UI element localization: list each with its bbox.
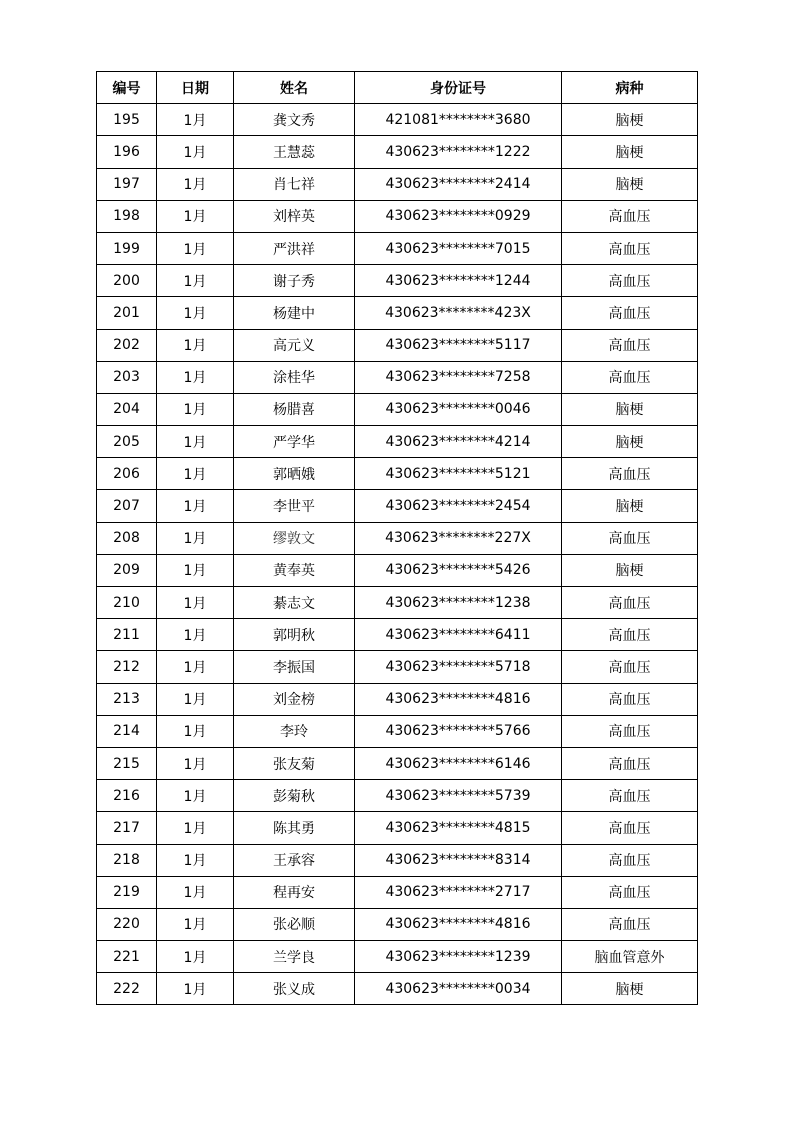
cell-date: 1月 xyxy=(157,297,234,329)
table-row xyxy=(97,587,698,619)
header-id: 编号 xyxy=(97,72,157,104)
cell-name: 王承容 xyxy=(234,844,355,876)
table-row xyxy=(97,104,698,136)
cell-name: 陈其勇 xyxy=(234,812,355,844)
cell-id-number: 430623********1244 xyxy=(355,265,562,297)
cell-disease: 高血压 xyxy=(562,651,698,683)
cell-id-number: 430623********5426 xyxy=(355,554,562,586)
cell-name: 李玲 xyxy=(234,715,355,747)
table-row xyxy=(97,876,698,908)
cell-date: 1月 xyxy=(157,587,234,619)
cell-id: 203 xyxy=(97,361,157,393)
cell-id-number: 430623********0929 xyxy=(355,200,562,232)
cell-id: 197 xyxy=(97,168,157,200)
cell-disease: 脑梗 xyxy=(562,554,698,586)
cell-disease: 脑梗 xyxy=(562,168,698,200)
cell-id-number: 421081********3680 xyxy=(355,104,562,136)
cell-disease: 高血压 xyxy=(562,329,698,361)
cell-date: 1月 xyxy=(157,747,234,779)
table-row xyxy=(97,490,698,522)
cell-id: 217 xyxy=(97,812,157,844)
cell-id-number: 430623********6411 xyxy=(355,619,562,651)
cell-disease: 高血压 xyxy=(562,587,698,619)
cell-name: 郭晒娥 xyxy=(234,458,355,490)
cell-name: 黄奉英 xyxy=(234,554,355,586)
table-row xyxy=(97,265,698,297)
cell-date: 1月 xyxy=(157,651,234,683)
cell-date: 1月 xyxy=(157,941,234,973)
cell-id: 219 xyxy=(97,876,157,908)
cell-disease: 高血压 xyxy=(562,747,698,779)
cell-id-number: 430623********5718 xyxy=(355,651,562,683)
cell-date: 1月 xyxy=(157,973,234,1005)
table-row xyxy=(97,715,698,747)
cell-id-number: 430623********0034 xyxy=(355,973,562,1005)
cell-disease: 脑梗 xyxy=(562,393,698,425)
cell-disease: 高血压 xyxy=(562,844,698,876)
cell-disease: 脑梗 xyxy=(562,426,698,458)
cell-date: 1月 xyxy=(157,554,234,586)
table-row xyxy=(97,329,698,361)
table-body xyxy=(97,104,698,1005)
header-id-number: 身份证号 xyxy=(355,72,562,104)
cell-date: 1月 xyxy=(157,393,234,425)
cell-name: 程再安 xyxy=(234,876,355,908)
cell-name: 彭菊秋 xyxy=(234,780,355,812)
cell-name: 谢子秀 xyxy=(234,265,355,297)
cell-name: 肖七祥 xyxy=(234,168,355,200)
cell-date: 1月 xyxy=(157,908,234,940)
cell-disease: 高血压 xyxy=(562,522,698,554)
table-row xyxy=(97,200,698,232)
cell-id-number: 430623********2454 xyxy=(355,490,562,522)
cell-name: 綦志文 xyxy=(234,587,355,619)
patient-table xyxy=(96,71,698,1005)
cell-disease: 高血压 xyxy=(562,361,698,393)
cell-disease: 高血压 xyxy=(562,683,698,715)
cell-name: 涂桂华 xyxy=(234,361,355,393)
cell-id: 215 xyxy=(97,747,157,779)
cell-date: 1月 xyxy=(157,265,234,297)
table-row xyxy=(97,941,698,973)
cell-name: 杨建中 xyxy=(234,297,355,329)
cell-name: 严洪祥 xyxy=(234,232,355,264)
cell-date: 1月 xyxy=(157,136,234,168)
cell-id: 201 xyxy=(97,297,157,329)
cell-id: 208 xyxy=(97,522,157,554)
cell-id-number: 430623********1239 xyxy=(355,941,562,973)
cell-id: 200 xyxy=(97,265,157,297)
header-name: 姓名 xyxy=(234,72,355,104)
cell-id-number: 430623********7258 xyxy=(355,361,562,393)
cell-id-number: 430623********8314 xyxy=(355,844,562,876)
cell-date: 1月 xyxy=(157,780,234,812)
table-row xyxy=(97,973,698,1005)
cell-name: 郭明秋 xyxy=(234,619,355,651)
cell-disease: 脑梗 xyxy=(562,136,698,168)
cell-date: 1月 xyxy=(157,490,234,522)
cell-date: 1月 xyxy=(157,168,234,200)
cell-id-number: 430623********5121 xyxy=(355,458,562,490)
cell-id-number: 430623********2717 xyxy=(355,876,562,908)
cell-date: 1月 xyxy=(157,361,234,393)
table-row xyxy=(97,136,698,168)
cell-name: 李振国 xyxy=(234,651,355,683)
table-row xyxy=(97,426,698,458)
cell-id: 202 xyxy=(97,329,157,361)
table-row xyxy=(97,812,698,844)
table-row xyxy=(97,522,698,554)
cell-disease: 脑梗 xyxy=(562,490,698,522)
header-disease: 病种 xyxy=(562,72,698,104)
cell-name: 严学华 xyxy=(234,426,355,458)
cell-id-number: 430623********2414 xyxy=(355,168,562,200)
cell-id-number: 430623********7015 xyxy=(355,232,562,264)
cell-name: 龚文秀 xyxy=(234,104,355,136)
cell-id: 210 xyxy=(97,587,157,619)
cell-id: 211 xyxy=(97,619,157,651)
cell-name: 张友菊 xyxy=(234,747,355,779)
cell-id-number: 430623********5739 xyxy=(355,780,562,812)
header-date: 日期 xyxy=(157,72,234,104)
cell-disease: 高血压 xyxy=(562,780,698,812)
cell-date: 1月 xyxy=(157,329,234,361)
cell-name: 缪敦文 xyxy=(234,522,355,554)
cell-disease: 高血压 xyxy=(562,715,698,747)
cell-disease: 高血压 xyxy=(562,232,698,264)
cell-id-number: 430623********5766 xyxy=(355,715,562,747)
cell-date: 1月 xyxy=(157,715,234,747)
table-row xyxy=(97,554,698,586)
cell-disease: 高血压 xyxy=(562,265,698,297)
cell-date: 1月 xyxy=(157,876,234,908)
table-row xyxy=(97,232,698,264)
cell-id: 195 xyxy=(97,104,157,136)
cell-id-number: 430623********5117 xyxy=(355,329,562,361)
cell-disease: 高血压 xyxy=(562,619,698,651)
cell-date: 1月 xyxy=(157,458,234,490)
cell-date: 1月 xyxy=(157,232,234,264)
cell-disease: 脑梗 xyxy=(562,973,698,1005)
cell-id: 213 xyxy=(97,683,157,715)
cell-id: 198 xyxy=(97,200,157,232)
cell-disease: 脑梗 xyxy=(562,104,698,136)
cell-id: 207 xyxy=(97,490,157,522)
cell-date: 1月 xyxy=(157,683,234,715)
cell-disease: 高血压 xyxy=(562,876,698,908)
cell-id: 216 xyxy=(97,780,157,812)
cell-id-number: 430623********4816 xyxy=(355,908,562,940)
cell-date: 1月 xyxy=(157,812,234,844)
cell-disease: 高血压 xyxy=(562,908,698,940)
cell-name: 李世平 xyxy=(234,490,355,522)
table-row xyxy=(97,458,698,490)
table-row xyxy=(97,651,698,683)
cell-name: 刘梓英 xyxy=(234,200,355,232)
cell-id: 212 xyxy=(97,651,157,683)
table-row xyxy=(97,683,698,715)
cell-id-number: 430623********0046 xyxy=(355,393,562,425)
cell-id: 218 xyxy=(97,844,157,876)
table-row xyxy=(97,297,698,329)
table-row xyxy=(97,361,698,393)
cell-id: 220 xyxy=(97,908,157,940)
cell-name: 杨腊喜 xyxy=(234,393,355,425)
table-row xyxy=(97,619,698,651)
cell-name: 刘金榜 xyxy=(234,683,355,715)
cell-disease: 高血压 xyxy=(562,297,698,329)
cell-id: 222 xyxy=(97,973,157,1005)
table-row xyxy=(97,780,698,812)
cell-date: 1月 xyxy=(157,844,234,876)
cell-id-number: 430623********227X xyxy=(355,522,562,554)
cell-disease: 高血压 xyxy=(562,200,698,232)
cell-date: 1月 xyxy=(157,104,234,136)
cell-name: 高元义 xyxy=(234,329,355,361)
table-row xyxy=(97,393,698,425)
table-row xyxy=(97,908,698,940)
cell-id: 214 xyxy=(97,715,157,747)
cell-id-number: 430623********4815 xyxy=(355,812,562,844)
cell-id: 204 xyxy=(97,393,157,425)
table-row xyxy=(97,168,698,200)
cell-name: 兰学良 xyxy=(234,941,355,973)
table-row xyxy=(97,747,698,779)
cell-id-number: 430623********4816 xyxy=(355,683,562,715)
cell-id-number: 430623********4214 xyxy=(355,426,562,458)
cell-id: 199 xyxy=(97,232,157,264)
cell-name: 张义成 xyxy=(234,973,355,1005)
cell-id-number: 430623********1238 xyxy=(355,587,562,619)
cell-id: 206 xyxy=(97,458,157,490)
cell-disease: 脑血管意外 xyxy=(562,941,698,973)
cell-name: 王慧蕊 xyxy=(234,136,355,168)
cell-id: 221 xyxy=(97,941,157,973)
cell-date: 1月 xyxy=(157,200,234,232)
cell-id: 209 xyxy=(97,554,157,586)
cell-disease: 高血压 xyxy=(562,812,698,844)
cell-disease: 高血压 xyxy=(562,458,698,490)
cell-id-number: 430623********423X xyxy=(355,297,562,329)
cell-date: 1月 xyxy=(157,619,234,651)
table-row xyxy=(97,844,698,876)
cell-date: 1月 xyxy=(157,522,234,554)
cell-id: 205 xyxy=(97,426,157,458)
header-row xyxy=(97,72,698,104)
cell-name: 张必顺 xyxy=(234,908,355,940)
cell-id-number: 430623********1222 xyxy=(355,136,562,168)
cell-date: 1月 xyxy=(157,426,234,458)
cell-id: 196 xyxy=(97,136,157,168)
cell-id-number: 430623********6146 xyxy=(355,747,562,779)
